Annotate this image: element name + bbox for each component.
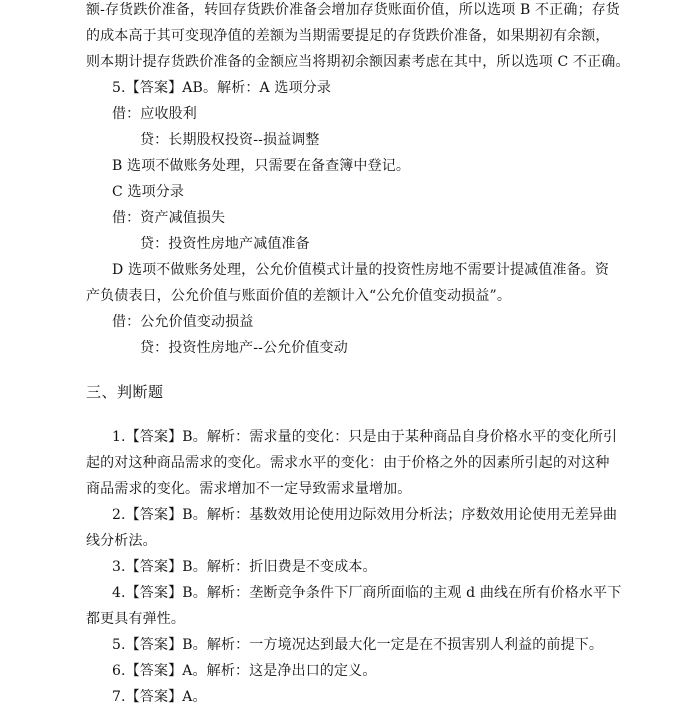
journal-debit-line: 借：资产减值损失 [112,210,226,226]
answer-6-line: 6.【答案】A。解析：这是净出口的定义。 [112,663,377,679]
journal-credit-line: 贷：投资性房地产--公允价值变动 [140,340,348,356]
answer-4-line: 4.【答案】B。解析：垄断竞争条件下厂商所面临的主观 d 曲线在所有价格水平下 [112,585,622,601]
text-line: B 选项不做账务处理，只需要在备查簿中登记。 [112,158,411,174]
text-line: 额-存货跌价准备，转回存货跌价准备会增加存货账面价值，所以选项 B 不正确；存货 [86,2,620,18]
journal-debit-line: 借：应收股利 [112,106,197,122]
text-line: 产负债表日，公允价值与账面价值的差额计入“公允价值变动损益”。 [86,288,511,304]
text-line: 商品需求的变化。需求增加不一定导致需求量增加。 [86,481,412,497]
section-heading: 三、判断题 [86,383,164,401]
answer-5-line: 5.【答案】AB。解析：A 选项分录 [112,80,332,96]
answer-7-line: 7.【答案】A。 [112,689,207,705]
text-line: 线分析法。 [86,533,157,549]
text-line: 起的对这种商品需求的变化。需求水平的变化：由于价格之外的因素所引起的对这种 [86,455,610,471]
text-line: D 选项不做账务处理，公允价值模式计量的投资性房地不需要计提减值准备。资 [112,262,610,278]
text-line: C 选项分录 [112,184,185,200]
answer-2-line: 2.【答案】B。解析：基数效用论使用边际效用分析法；序数效用论使用无差异曲 [112,507,618,523]
journal-credit-line: 贷：长期股权投资--损益调整 [140,132,320,148]
text-line: 则本期计提存货跌价准备的金额应当将期初余额因素考虑在其中，所以选项 C 不正确。 [86,54,630,70]
answer-3-line: 3.【答案】B。解析：折旧费是不变成本。 [112,559,377,575]
answer-1-line: 1.【答案】B。解析：需求量的变化：只是由于某种商品自身价格水平的变化所引 [112,429,618,445]
text-line: 的成本高于其可变现净值的差额为当期需要提足的存货跌价准备，如果期初有余额， [86,28,610,44]
answer-5-line: 5.【答案】B。解析：一方境况达到最大化一定是在不损害别人利益的前提下。 [112,637,604,653]
journal-debit-line: 借：公允价值变动损益 [112,314,254,330]
journal-credit-line: 贷：投资性房地产减值准备 [140,236,310,252]
text-line: 都更具有弹性。 [86,611,186,627]
